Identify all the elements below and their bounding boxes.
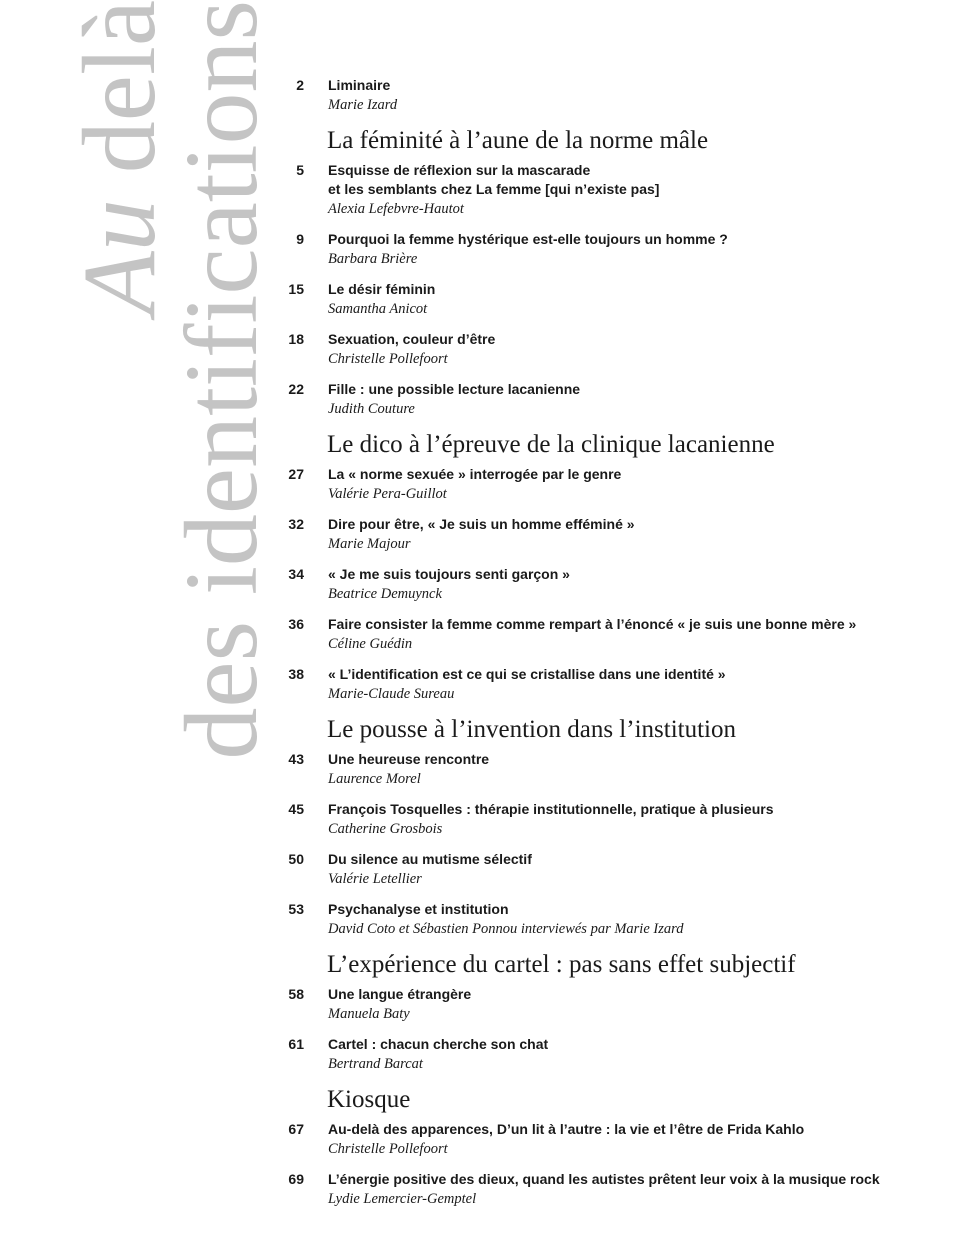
toc-article-title: Cartel : chacun cherche son chat xyxy=(328,1036,549,1052)
toc-article-title: Dire pour être, « Je suis un homme efféminé » xyxy=(328,516,635,532)
toc-entry[interactable] xyxy=(280,230,940,269)
toc-page-number: 36 xyxy=(288,616,304,632)
toc-entry[interactable] xyxy=(280,161,940,219)
toc-article-title: « Je me suis toujours senti garçon » xyxy=(328,566,570,582)
toc-article-author: Marie-Claude Sureau xyxy=(328,686,455,702)
toc-article-author: Marie Majour xyxy=(328,536,411,552)
vertical-title-line2: des identifications xyxy=(164,0,279,760)
table-of-contents xyxy=(280,76,940,1220)
toc-article-author: Christelle Pollefoort xyxy=(328,1141,448,1157)
toc-page-number: 18 xyxy=(288,331,304,347)
toc-page-number: 15 xyxy=(288,281,304,297)
toc-article-title: Sexuation, couleur d’être xyxy=(328,331,496,347)
toc-page-number: 50 xyxy=(288,851,304,867)
vertical-title-rotated xyxy=(48,0,288,830)
toc-section-heading: Kiosque xyxy=(327,1086,411,1113)
toc-entry[interactable] xyxy=(280,1120,940,1159)
toc-article-title: L’énergie positive des dieux, quand les autistes prêtent leur voix à la musique rock xyxy=(328,1171,880,1187)
toc-article-author: Céline Guédin xyxy=(328,636,413,652)
toc-page-number: 43 xyxy=(288,751,304,767)
toc-article-title: La « norme sexuée » interrogée par le genre xyxy=(328,466,622,482)
toc-article-title: Pourquoi la femme hystérique est-elle toujours un homme ? xyxy=(328,231,728,247)
toc-section-heading: L’expérience du cartel : pas sans effet subjectif xyxy=(327,951,796,978)
toc-entry[interactable] xyxy=(280,280,940,319)
toc-page-number: 45 xyxy=(288,801,304,817)
toc-article-author: David Coto et Sébastien Ponnou interviewés par Marie Izard xyxy=(328,921,684,937)
toc-entry[interactable] xyxy=(280,900,940,939)
toc-page-number: 58 xyxy=(288,986,304,1002)
toc-article-title: Faire consister la femme comme rempart à l’énoncé « je suis une bonne mère » xyxy=(328,616,857,632)
toc-article-title: Liminaire xyxy=(328,77,391,93)
toc-article-author: Barbara Brière xyxy=(328,251,418,267)
vertical-title-line1 xyxy=(62,0,177,830)
toc-article-title: Au-delà des apparences, D’un lit à l’autre : la vie et l’être de Frida Kahlo xyxy=(328,1121,805,1137)
toc-page-number: 9 xyxy=(296,231,304,247)
vertical-title xyxy=(48,0,288,830)
toc-article-title: Esquisse de réflexion sur la mascarade et les semblants chez La femme [qui n’existe pas] xyxy=(328,162,660,197)
toc-entry[interactable] xyxy=(280,380,940,419)
toc-article-title: Du silence au mutisme sélectif xyxy=(328,851,532,867)
toc-entry[interactable] xyxy=(280,850,940,889)
toc-entry[interactable] xyxy=(280,330,940,369)
toc-article-author: Laurence Morel xyxy=(328,771,421,787)
toc-entry[interactable] xyxy=(280,1035,940,1074)
toc-article-author: Valérie Pera-Guillot xyxy=(328,486,447,502)
toc-page-number: 32 xyxy=(288,516,304,532)
vertical-title-dela: delà xyxy=(62,0,177,200)
toc-page-number: 61 xyxy=(288,1036,304,1052)
toc-page-number: 34 xyxy=(288,566,304,582)
toc-article-author: Bertrand Barcat xyxy=(328,1056,423,1072)
toc-entry[interactable] xyxy=(280,1170,940,1209)
vertical-title-au: Au xyxy=(62,199,177,315)
toc-section-heading: Le pousse à l’invention dans l’institution xyxy=(327,716,736,743)
toc-entry[interactable] xyxy=(280,665,940,704)
toc-entry[interactable] xyxy=(280,615,940,654)
toc-page-number: 27 xyxy=(288,466,304,482)
toc-entry[interactable] xyxy=(280,750,940,789)
toc-page-number: 53 xyxy=(288,901,304,917)
toc-article-title: Le désir féminin xyxy=(328,281,436,297)
toc-entry[interactable] xyxy=(280,985,940,1024)
toc-article-author: Samantha Anicot xyxy=(328,301,428,317)
toc-article-author: Alexia Lefebvre-Hautot xyxy=(328,201,464,217)
toc-article-title: Fille : une possible lecture lacanienne xyxy=(328,381,581,397)
toc-article-title: Une langue étrangère xyxy=(328,986,472,1002)
toc-entry[interactable] xyxy=(280,800,940,839)
toc-article-title: Une heureuse rencontre xyxy=(328,751,490,767)
toc-page-number: 38 xyxy=(288,666,304,682)
toc-article-author: Christelle Pollefoort xyxy=(328,351,448,367)
toc-article-author: Catherine Grosbois xyxy=(328,821,443,837)
toc-section-heading: La féminité à l’aune de la norme mâle xyxy=(327,127,709,154)
toc-page-number: 67 xyxy=(288,1121,304,1137)
toc-entry[interactable] xyxy=(280,515,940,554)
toc-page-number: 5 xyxy=(296,162,304,178)
toc-page-number: 22 xyxy=(288,381,304,397)
toc-page-number: 2 xyxy=(296,77,304,93)
toc-entry[interactable] xyxy=(280,76,940,115)
toc-article-author: Beatrice Demuynck xyxy=(328,586,442,602)
toc-article-author: Valérie Letellier xyxy=(328,871,422,887)
toc-article-author: Judith Couture xyxy=(328,401,415,417)
toc-entry[interactable] xyxy=(280,465,940,504)
toc-article-title: François Tosquelles : thérapie institutionnelle, pratique à plusieurs xyxy=(328,801,774,817)
toc-article-title: Psychanalyse et institution xyxy=(328,901,509,917)
toc-article-author: Manuela Baty xyxy=(328,1006,410,1022)
toc-page-number: 69 xyxy=(288,1171,304,1187)
toc-article-title: « L’identification est ce qui se cristallise dans une identité » xyxy=(328,666,726,682)
toc-article-author: Lydie Lemercier-Gemptel xyxy=(328,1191,477,1207)
toc-section-heading: Le dico à l’épreuve de la clinique lacanienne xyxy=(327,431,775,458)
toc-entry[interactable] xyxy=(280,565,940,604)
toc-article-author: Marie Izard xyxy=(328,97,398,113)
